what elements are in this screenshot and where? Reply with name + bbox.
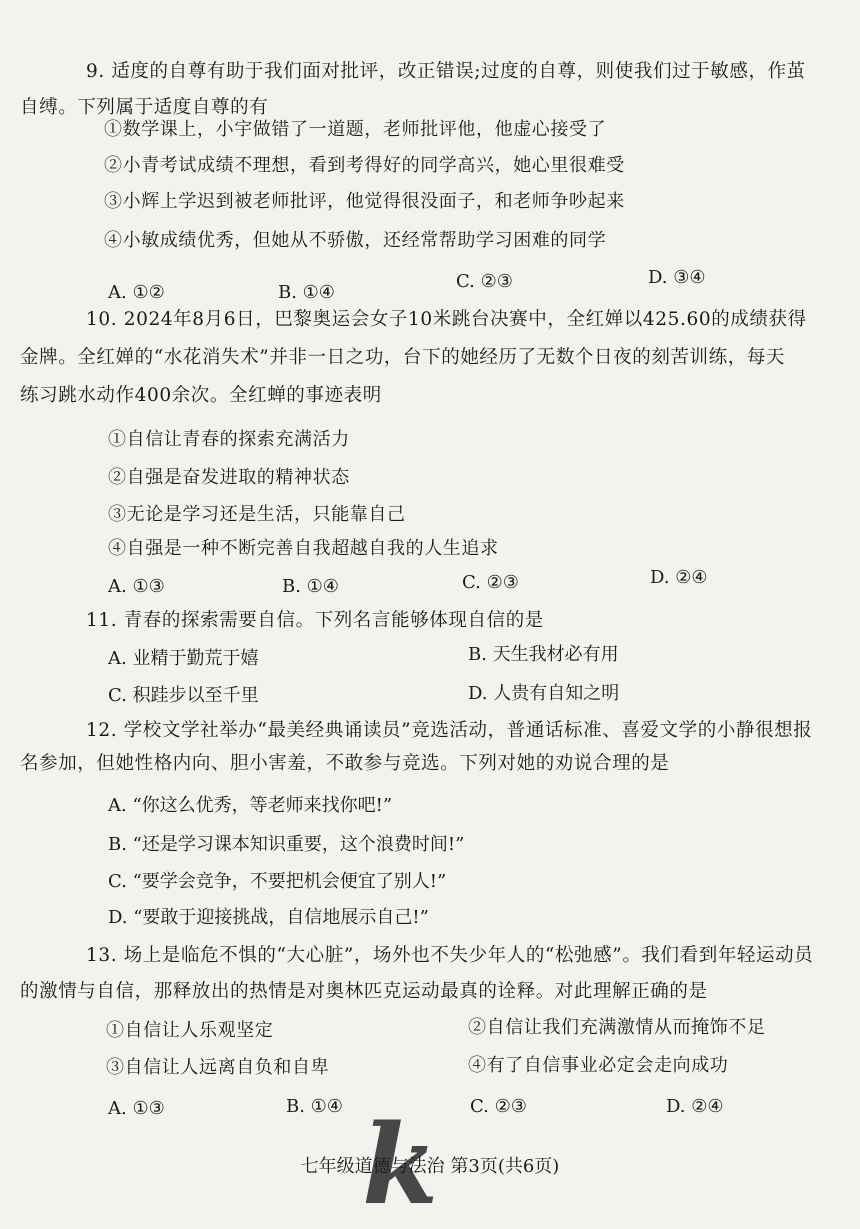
q12-option-d: D. “要敢于迎接挑战，自信地展示自己!” [108, 907, 429, 928]
q9-stem-line1: 9. 适度的自尊有助于我们面对批评，改正错误;过度的自尊，则使我们过于敏感，作茧 [86, 61, 806, 82]
q10-item-1: ①自信让青春的探索充满活力 [108, 429, 350, 450]
q11-stem: 11. 青春的探索需要自信。下列名言能够体现自信的是 [86, 610, 544, 631]
q10-option-c: C. ②③ [462, 572, 519, 593]
q11-option-c: C. 积跬步以至千里 [108, 685, 259, 706]
q9-option-b: B. ①④ [278, 282, 335, 303]
q12-stem-line1: 12. 学校文学社举办“最美经典诵读员”竞选活动，普通话标准、喜爱文学的小静很想报 [86, 720, 813, 741]
q13-item-4: ④有了自信事业必定会走向成功 [468, 1055, 729, 1076]
page-footer: 七年级道德与法治 第3页(共6页) [300, 1156, 560, 1177]
q13-item-3: ③自信让人远离自负和自卑 [106, 1057, 330, 1078]
q10-stem-line3: 练习跳水动作400余次。全红蝉的事迹表明 [20, 385, 382, 406]
q11-option-d: D. 人贵有自知之明 [468, 683, 620, 704]
q10-stem-line2: 金牌。全红婵的“水花消失术”并非一日之功，台下的她经历了无数个日夜的刻苦训练，每天 [20, 347, 786, 368]
q10-item-4: ④自强是一种不断完善自我超越自我的人生追求 [108, 538, 499, 559]
q10-stem-line1: 10. 2024年8月6日，巴黎奥运会女子10米跳台决赛中，全红婵以425.60的成绩获得 [86, 309, 807, 330]
q12-option-a: A. “你这么优秀，等老师来找你吧!” [108, 795, 393, 816]
q13-option-b: B. ①④ [286, 1096, 343, 1117]
q12-option-b: B. “还是学习课本知识重要，这个浪费时间!” [108, 834, 465, 855]
q13-option-c: C. ②③ [470, 1096, 527, 1117]
q11-option-a: A. 业精于勤荒于嬉 [108, 648, 259, 669]
q9-item-4: ④小敏成绩优秀，但她从不骄傲，还经常帮助学习困难的同学 [104, 230, 607, 251]
q10-item-3: ③无论是学习还是生活，只能靠自己 [108, 504, 406, 525]
q12-option-c: C. “要学会竞争，不要把机会便宜了别人!” [108, 871, 447, 892]
q13-stem-line1: 13. 场上是临危不惧的“大心脏”，场外也不失少年人的“松弛感”。我们看到年轻运动员 [86, 945, 814, 966]
watermark-k: k [362, 1100, 439, 1229]
q9-stem-line2: 自缚。下列属于适度自尊的有 [20, 97, 269, 118]
q9-item-2: ②小青考试成绩不理想，看到考得好的同学高兴，她心里很难受 [104, 155, 625, 176]
q9-option-a: A. ①② [108, 282, 165, 303]
q10-item-2: ②自强是奋发进取的精神状态 [108, 467, 350, 488]
q12-stem-line2: 名参加，但她性格内向、胆小害羞，不敢参与竞选。下列对她的劝说合理的是 [20, 753, 670, 774]
q9-item-3: ③小辉上学迟到被老师批评，他觉得很没面子，和老师争吵起来 [104, 191, 625, 212]
q10-option-a: A. ①③ [108, 576, 165, 597]
q9-item-1: ①数学课上，小宇做错了一道题，老师批评他，他虚心接受了 [104, 119, 607, 140]
q10-option-b: B. ①④ [282, 576, 339, 597]
q10-option-d: D. ②④ [650, 567, 708, 588]
q9-option-c: C. ②③ [456, 271, 513, 292]
q13-stem-line2: 的激情与自信，那释放出的热情是对奥林匹克运动最真的诠释。对此理解正确的是 [20, 981, 708, 1002]
q13-option-a: A. ①③ [108, 1098, 165, 1119]
q13-item-1: ①自信让人乐观坚定 [106, 1020, 274, 1041]
q9-option-d: D. ③④ [648, 267, 706, 288]
q13-option-d: D. ②④ [666, 1096, 724, 1117]
q11-option-b: B. 天生我材必有用 [468, 644, 619, 665]
q13-item-2: ②自信让我们充满激情从而掩饰不足 [468, 1017, 766, 1038]
